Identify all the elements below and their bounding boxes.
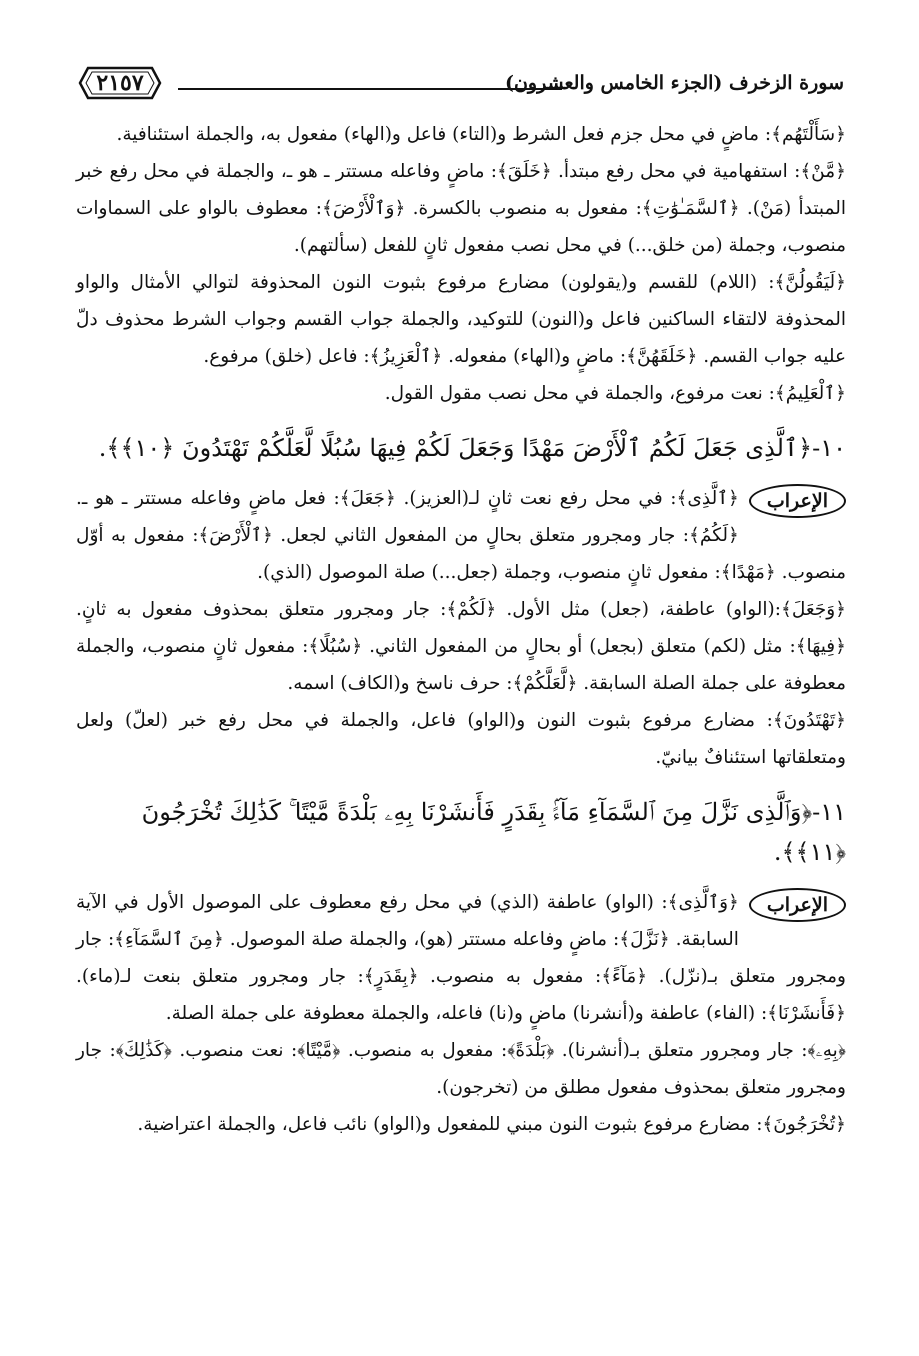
- analysis-block-verse-10: [76, 480, 846, 776]
- verse-10: ١٠-﴿ٱلَّذِى جَعَلَ لَكُمُ ٱلْأَرْضَ مَهْدًا وَجَعَلَ لَكُمْ فِيهَا سُبُلًا لَّعَلَّكُمْ تَهْتَدُونَ ﴿١٠﴾﴾.: [98, 434, 846, 462]
- page-number-badge: [78, 66, 162, 100]
- page-header: [78, 62, 844, 106]
- analysis-paragraph: ﴿سَأَلْتَهُم﴾: ماضٍ في محل جزم فعل الشرط و(التاء) فاعل و(الهاء) مفعول به، والجملة استئنافية.: [116, 124, 846, 145]
- analysis-paragraph: ﴿ٱلَّذِى﴾: في محل رفع نعت ثانٍ لـ(العزيز). ﴿جَعَلَ﴾: فعل ماضٍ وفاعله مستتر ـ هو ـ. ﴿لَكُمُ﴾: جار ومجرور متعلق بحالٍ من المفعول الثاني لجعل. ﴿ٱلْأَرْضَ﴾: مفعول به أوّل منصوب. ﴿مَهْدًا﴾: مفعول ثانٍ منصوب، وجملة (جعل...) صلة الموصول (الذي).: [76, 488, 846, 583]
- analysis-block-verse-11: [76, 884, 846, 1143]
- i3rab-label: الإعراب: [749, 888, 846, 922]
- analysis-paragraph: ﴿ٱلْعَلِيمُ﴾: نعت مرفوع، والجملة في محل نصب مقول القول.: [384, 383, 846, 404]
- analysis-paragraph: ﴿وَجَعَلَ﴾:(الواو) عاطفة، (جعل) مثل الأول. ﴿لَكُمْ﴾: جار ومجرور متعلق بمحذوف مفعول به ثانٍ. ﴿فِيهَا﴾: مثل (لكم) متعلق (بجعل) أو بحالٍ من المفعول الثاني. ﴿سُبُلًا﴾: مفعول ثانٍ منصوب، والجملة معطوفة على جملة الصلة السابقة. ﴿لَّعَلَّكُمْ﴾: حرف ناسخ و(الكاف) اسمه.: [76, 599, 846, 694]
- page-body: [76, 116, 846, 1143]
- analysis-paragraph: ﴿وَٱلَّذِى﴾: (الواو) عاطفة (الذي) في محل رفع معطوف على الموصول الأول في الآية السابقة. ﴿نَزَّلَ﴾: ماضٍ وفاعله مستتر (هو)، والجملة صلة الموصول. ﴿مِنَ ٱلسَّمَآءِ﴾: جار ومجرور متعلق بـ(نزّل). ﴿مَآءً﴾: مفعول به منصوب. ﴿بِقَدَرٍ﴾: جار ومجرور متعلق بنعت لـ(ماء). ﴿فَأَنشَرْنَا﴾: (الفاء) عاطفة و(أنشرنا) ماضٍ و(نا) فاعله، والجملة معطوفة على جملة الصلة.: [76, 892, 846, 1024]
- page-number: ٢١٥٧: [96, 70, 144, 96]
- analysis-paragraph: ﴿لَيَقُولُنَّ﴾: (اللام) للقسم و(يقولون) مضارع مرفوع بثبوت النون المحذوفة لتوالي الأمثال والواو المحذوفة لالتقاء الساكنين فاعل و(النون) للتوكيد، والجملة جواب القسم وجواب الشرط محذوف دلّ عليه جواب القسم. ﴿خَلَقَهُنَّ﴾: ماضٍ و(الهاء) مفعوله. ﴿ٱلْعَزِيزُ﴾: فاعل (خلق) مرفوع.: [76, 272, 846, 367]
- verse-11: ١١-﴿وَٱلَّذِى نَزَّلَ مِنَ ٱلسَّمَآءِ مَآءًۢ بِقَدَرٍ فَأَنشَرْنَا بِهِۦ بَلْدَةً مَّيْتًا ۚ كَذَٰلِكَ تُخْرَجُونَ ﴿١١﴾﴾.: [141, 798, 846, 866]
- analysis-paragraph: ﴿مَّنْ﴾: استفهامية في محل رفع مبتدأ. ﴿خَلَقَ﴾: ماضٍ وفاعله مستتر ـ هو ـ، والجملة في محل رفع خبر المبتدأ (مَنْ). ﴿ٱلسَّمَـٰوَٰتِ﴾: مفعول به منصوب بالكسرة. ﴿وَٱلْأَرْضَ﴾: معطوف بالواو على السماوات منصوب، وجملة (من خلق...) في محل نصب مفعول ثانٍ للفعل (سألتهم).: [76, 161, 846, 256]
- running-title: سورة الزخرف (الجزء الخامس والعشرون): [504, 72, 844, 94]
- i3rab-label: الإعراب: [749, 484, 846, 518]
- analysis-paragraph: ﴿تُخْرَجُونَ﴾: مضارع مرفوع بثبوت النون مبني للمفعول و(الواو) نائب فاعل، والجملة اعتراضية.: [137, 1114, 846, 1135]
- analysis-paragraph: ﴿تَهْتَدُونَ﴾: مضارع مرفوع بثبوت النون و(الواو) فاعل، والجملة في محل رفع خبر (لعلّ) ولعل ومتعلقاتها استئنافٌ بيانيّ.: [76, 710, 846, 768]
- analysis-paragraph: ﴿بِهِۦ﴾: جار ومجرور متعلق بـ(أنشرنا). ﴿بَلْدَةً﴾: مفعول به منصوب. ﴿مَّيْتًا﴾: نعت منصوب. ﴿كَذَٰلِكَ﴾: جار ومجرور متعلق بمحذوف مفعول مطلق من (تخرجون).: [76, 1040, 846, 1098]
- analysis-block-previous: [76, 116, 846, 412]
